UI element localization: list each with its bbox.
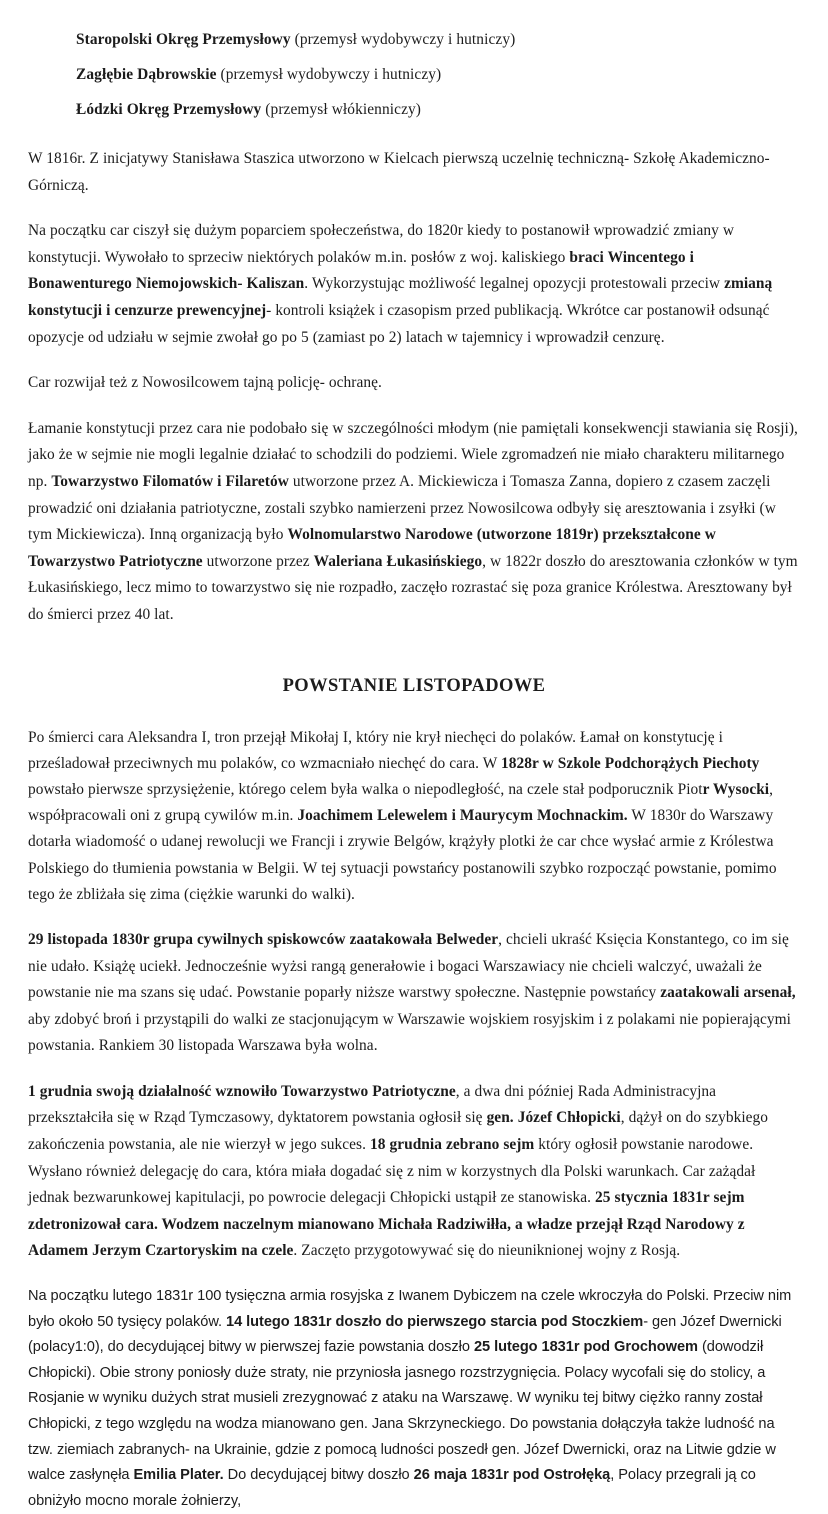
paragraph-wojna-f: , Polacy przegrali ją co obniżyło mocno morale żołnierzy,	[28, 1467, 756, 1509]
spacer	[28, 397, 800, 416]
paragraph-konstytucja-bold-cenzura: zmianą konstytucji i cenzurze prewencyjnej	[28, 275, 773, 319]
paragraph-rzad-c: , dążył on do szybkiego zakończenia powstania, ale nie wierzył w jego sukces.	[28, 1109, 769, 1154]
paragraph-mikolaj-d: , współpracowali oni z grupą cywilów m.in.	[28, 780, 774, 825]
paragraph-konstytucja	[28, 218, 800, 351]
paragraph-rzad-bold-detronizacja: 25 stycznia 1831r sejm zdetronizował cara. Wodzem naczelnym mianowano Michała Radziwiłła, a władze przejął Rząd Narodowy z Adamem Jerzym Czartoryskim na czele	[28, 1189, 745, 1260]
lead-line-staropolski-rest: (przemysł wydobywczy i hutniczy)	[290, 31, 516, 48]
spacer	[28, 127, 800, 146]
paragraph-konstytucja-bold-kaliszanie: braci Wincentego i Bonawenturego Niemojowskich- Kaliszan	[28, 248, 694, 293]
paragraph-belweder-c: aby zdobyć broń i przystąpili do walki ze stacjonującym w Warszawie wojskiem rosyjskim i z polakami nie popierającymi powstania. Rankiem 30 listopada Warszawa była wolna.	[28, 1010, 791, 1055]
paragraph-konstytucja-c: . Wykorzystując możliwość legalnej opozycji protestowali przeciw	[304, 275, 725, 293]
paragraph-belweder-bold-atak: 29 listopada 1830r grupa cywilnych spiskowców zaatakowała Belweder	[28, 930, 499, 948]
paragraph-organizacje-e: , w 1822r doszło do aresztowania członków w tym Łukasińskiego, lecz mimo to towarzystwo się nie rozpadło, zaczęło rozrastać się poza granice Królestwa. Aresztowany był do śmierci przez 40 lat.	[28, 552, 798, 623]
paragraph-belweder-a: , chcieli ukraść Księcia Konstantego, co im się nie udało. Książę uciekł. Jednocześnie wyżsi rangą generałowie i bogaci Warszawiacy nie chcieli walczyć, uważali że powstanie nie ma szans się udać. Powstanie poparły niższe warstwy społeczne. Następnie powstańcy	[28, 930, 789, 1002]
paragraph-mikolaj-c: powstało pierwsze sprzysiężenie, którego celem była walka o niepodległość, na czele stał podporucznik Piot	[28, 780, 703, 798]
spacer	[28, 1265, 800, 1284]
paragraph-organizacje	[28, 416, 800, 629]
lead-line-staropolski-bold: Staropolski Okręg Przemysłowy	[76, 31, 291, 48]
paragraph-wojna-c: - gen Józef Dwernicki (polacy1:0), do decydującej bitwy w pierwszej fazie powstania doszło	[28, 1313, 782, 1356]
paragraph-ochrana	[28, 370, 800, 397]
paragraph-wojna-d: (dowodził Chłopicki). Obie strony poniosły duże straty, nie przyniosła jasnego rozstrzygnięcia. Polacy wycofali się do stolicy, a Rosjanie w wyniku dużych strat musieli zrezygnować z ataku na Warszawę. W wyniku tej bitwy ciężko ranny został Chłopicki, z tego względu na wodza mianowano gen. Jana Skrzyneckiego. Do powstania dołączyła także ludność na tzw. ziemiach zabranych- na Ukrainie, gdzie z pomocą ludności poszedł gen. Józef Dwernicki, oraz na Litwie gdzie w walce zasłynęła	[28, 1339, 776, 1484]
paragraph-wojna-bold-grochow: 25 lutego 1831r pod Grochowem	[473, 1339, 698, 1356]
paragraph-mikolaj-bold-lelewel: Joachimem Lelewelem i Maurycym Mochnackim.	[297, 807, 628, 825]
lead-line-zaglebie-rest: (przemysł wydobywczy i hutniczy)	[216, 66, 442, 83]
paragraph-rzad-d: który ogłosił powstanie narodowe. Wysłano również delegację do cara, która miała dogadać się z nim w korzystnych dla Polski warunkach. Car zażądał jednak bezwarunkowej kapitulacji, po powrocie delegacji Chłopicki ustąpił ze stanowiska.	[28, 1136, 756, 1207]
paragraph-organizacje-d: utworzone przez	[202, 552, 314, 570]
lead-line-lodzki-bold: Łódzki Okręg Przemysłowy	[76, 101, 262, 118]
lead-line-lodzki	[76, 92, 800, 127]
spacer	[28, 699, 800, 725]
paragraph-ochrana-text: Car rozwijał też z Nowosilcowem tajną policję- ochranę.	[28, 374, 382, 392]
page-title: POWSTANIE LISTOPADOWE	[282, 675, 546, 696]
spacer	[28, 351, 800, 370]
paragraph-staszic	[28, 146, 800, 199]
paragraph-belweder	[28, 927, 800, 1060]
paragraph-mikolaj-bold-szkola: 1828r w Szkole Podchorążych Piechoty	[501, 754, 760, 772]
paragraph-mikolaj-a: Po śmierci cara Aleksandra I, tron przejął Mikołaj I, który nie krył niechęci do polaków. Łamał on konstytucję i prześladował przeciwnych mu polaków, co wzmacniało niechęć do cara. W	[28, 728, 723, 772]
spacer	[28, 629, 800, 673]
paragraph-belweder-bold-arsenal: zaatakowali arsenał,	[660, 984, 796, 1002]
paragraph-rzad-bold-towarzystwo: 1 grudnia swoją działalność wznowiło Towarzystwo Patriotyczne	[28, 1082, 456, 1100]
paragraph-organizacje-bold-lukasinski: Waleriana Łukasińskiego	[313, 552, 483, 570]
lead-line-zaglebie-bold: Zagłębie Dąbrowskie	[76, 66, 217, 83]
spacer	[28, 1060, 800, 1079]
lead-line-staropolski	[76, 22, 800, 57]
paragraph-organizacje-bold-wolnomularstwo: Wolnomularstwo Narodowe (utworzone 1819r) przekształcone w Towarzystwo Patriotyczne	[28, 526, 716, 570]
paragraph-wojna	[28, 1284, 800, 1514]
paragraph-wojna-bold-stoczek: 14 lutego 1831r doszło do pierwszego starcia pod Stoczkiem	[226, 1313, 644, 1330]
spacer	[28, 908, 800, 927]
paragraph-rzad-e: . Zaczęto przygotowywać się do nieuniknionej wojny z Rosją.	[293, 1242, 681, 1260]
paragraph-staszic-text: W 1816r. Z inicjatywy Stanisława Staszica utworzono w Kielcach pierwszą uczelnię techniczną- Szkołę Akademiczno-Górniczą.	[28, 150, 770, 194]
paragraph-konstytucja-d: - kontroli książek i czasopism przed publikacją. Wkrótce car postanowił odsunąć opozycje od udziału w sejmie zwołał go po 5 (zamiast po 2) latach w tajemnicy i wprowadził cenzurę.	[28, 301, 770, 346]
lead-line-zaglebie	[76, 57, 800, 92]
paragraph-organizacje-bold-filomaci: Towarzystwo Filomatów i Filaretów	[51, 472, 289, 490]
paragraph-rzad	[28, 1079, 800, 1265]
paragraph-organizacje-c: utworzone przez A. Mickiewicza i Tomasza Zanna, dopiero z czasem zaczęli prowadzić oni działania patriotyczne, zostali szybko namierzeni przez Nowosilcowa odbyły się aresztowania i zsyłki (w tym Mickiewicza). Inną organizacją było	[28, 472, 776, 544]
paragraph-wojna-e: Do decydującej bitwy doszło	[223, 1467, 414, 1484]
paragraph-wojna-bold-ostroleka: 26 maja 1831r pod Ostrołęką	[413, 1467, 611, 1484]
spacer	[28, 199, 800, 218]
lead-line-lodzki-rest: (przemysł włókienniczy)	[261, 101, 422, 118]
paragraph-wojna-a: Na początku lutego 1831r 100 tysięczna armia rosyjska z Iwanem Dybiczem na czele wkroczyła do Polski. Przeciw nim było około 50 tysięcy polaków.	[28, 1288, 792, 1330]
paragraph-rzad-bold-chlopicki: gen. Józef Chłopicki	[486, 1109, 621, 1127]
paragraph-konstytucja-a: Na początku car ciszył się dużym poparciem społeczeństwa, do 1820r kiedy to postanowił wprowadzić zmiany w konstytucji. Wywołało to sprzeciw niektórych polaków m.in. posłów z woj. kaliskiego	[28, 222, 734, 266]
paragraph-mikolaj-bold-wysocki: r Wysocki	[702, 780, 770, 798]
paragraph-rzad-bold-sejm: 18 grudnia zebrano sejm	[369, 1136, 535, 1154]
paragraph-rzad-a: , a dwa dni później Rada Administracyjna przekształciła się w Rząd Tymczasowy, dyktatorem powstania ogłosił się	[28, 1082, 717, 1127]
paragraph-mikolaj-e: W 1830r do Warszawy dotarła wiadomość o udanej rewolucji we Francji i zrywie Belgów, krążyły plotki że car chce wysłać armie z Królestwa Polskiego do tłumienia powstania w Belgii. W tej sytuacji powstańcy postanowili szybko rozpocząć powstanie, pomimo tego że zbliżała się zima (ciężkie warunki do walki).	[28, 807, 777, 903]
paragraph-mikolaj	[28, 725, 800, 908]
paragraph-organizacje-a: Łamanie konstytucji przez cara nie podobało się w szczególności młodym (nie pamiętali konsekwencji stawiania się Rosji), jako że w sejmie nie mogli legalnie działać to schodzili do podziemi. Wiele zgromadzeń nie miało charakteru militarnego np.	[28, 419, 798, 490]
paragraph-wojna-bold-plater: Emilia Plater.	[133, 1467, 224, 1484]
